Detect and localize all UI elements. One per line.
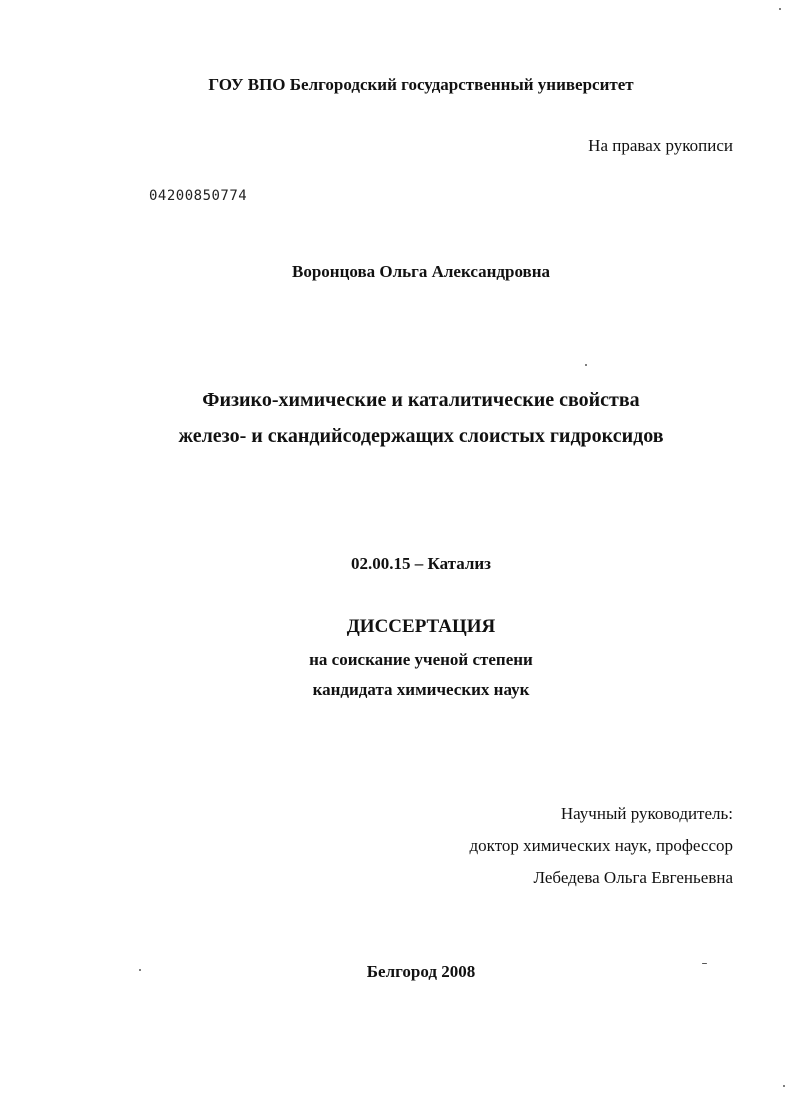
dissertation-title-line-1: Физико-химические и каталитические свойства bbox=[202, 389, 640, 411]
degree-line-1: на соискание ученой степени bbox=[309, 650, 533, 669]
scan-speck bbox=[783, 1085, 785, 1087]
scan-speck bbox=[779, 8, 781, 10]
speciality-code: 02.00.15 – Катализ bbox=[350, 554, 492, 573]
advisor-label: Научный руководитель: bbox=[560, 804, 733, 823]
advisor-rank: доктор химических наук, профессор bbox=[469, 836, 733, 855]
registration-number: 04200850774 bbox=[149, 188, 248, 204]
document-type-heading: ДИССЕРТАЦИЯ bbox=[346, 616, 496, 637]
university-name: ГОУ ВПО Белгородский государственный университет bbox=[208, 75, 634, 94]
scan-speck bbox=[139, 969, 141, 971]
dissertation-title-line-2: железо- и скандийсодержащих слоистых гидроксидов bbox=[178, 425, 664, 447]
scan-speck bbox=[585, 364, 587, 366]
city-and-year: Белгород 2008 bbox=[366, 962, 476, 981]
manuscript-rights-note: На правах рукописи bbox=[588, 136, 733, 155]
author-name: Воронцова Ольга Александровна bbox=[292, 262, 550, 281]
scan-speck bbox=[702, 963, 707, 964]
advisor-name: Лебедева Ольга Евгеньевна bbox=[533, 868, 733, 887]
degree-line-2: кандидата химических наук bbox=[312, 680, 530, 699]
